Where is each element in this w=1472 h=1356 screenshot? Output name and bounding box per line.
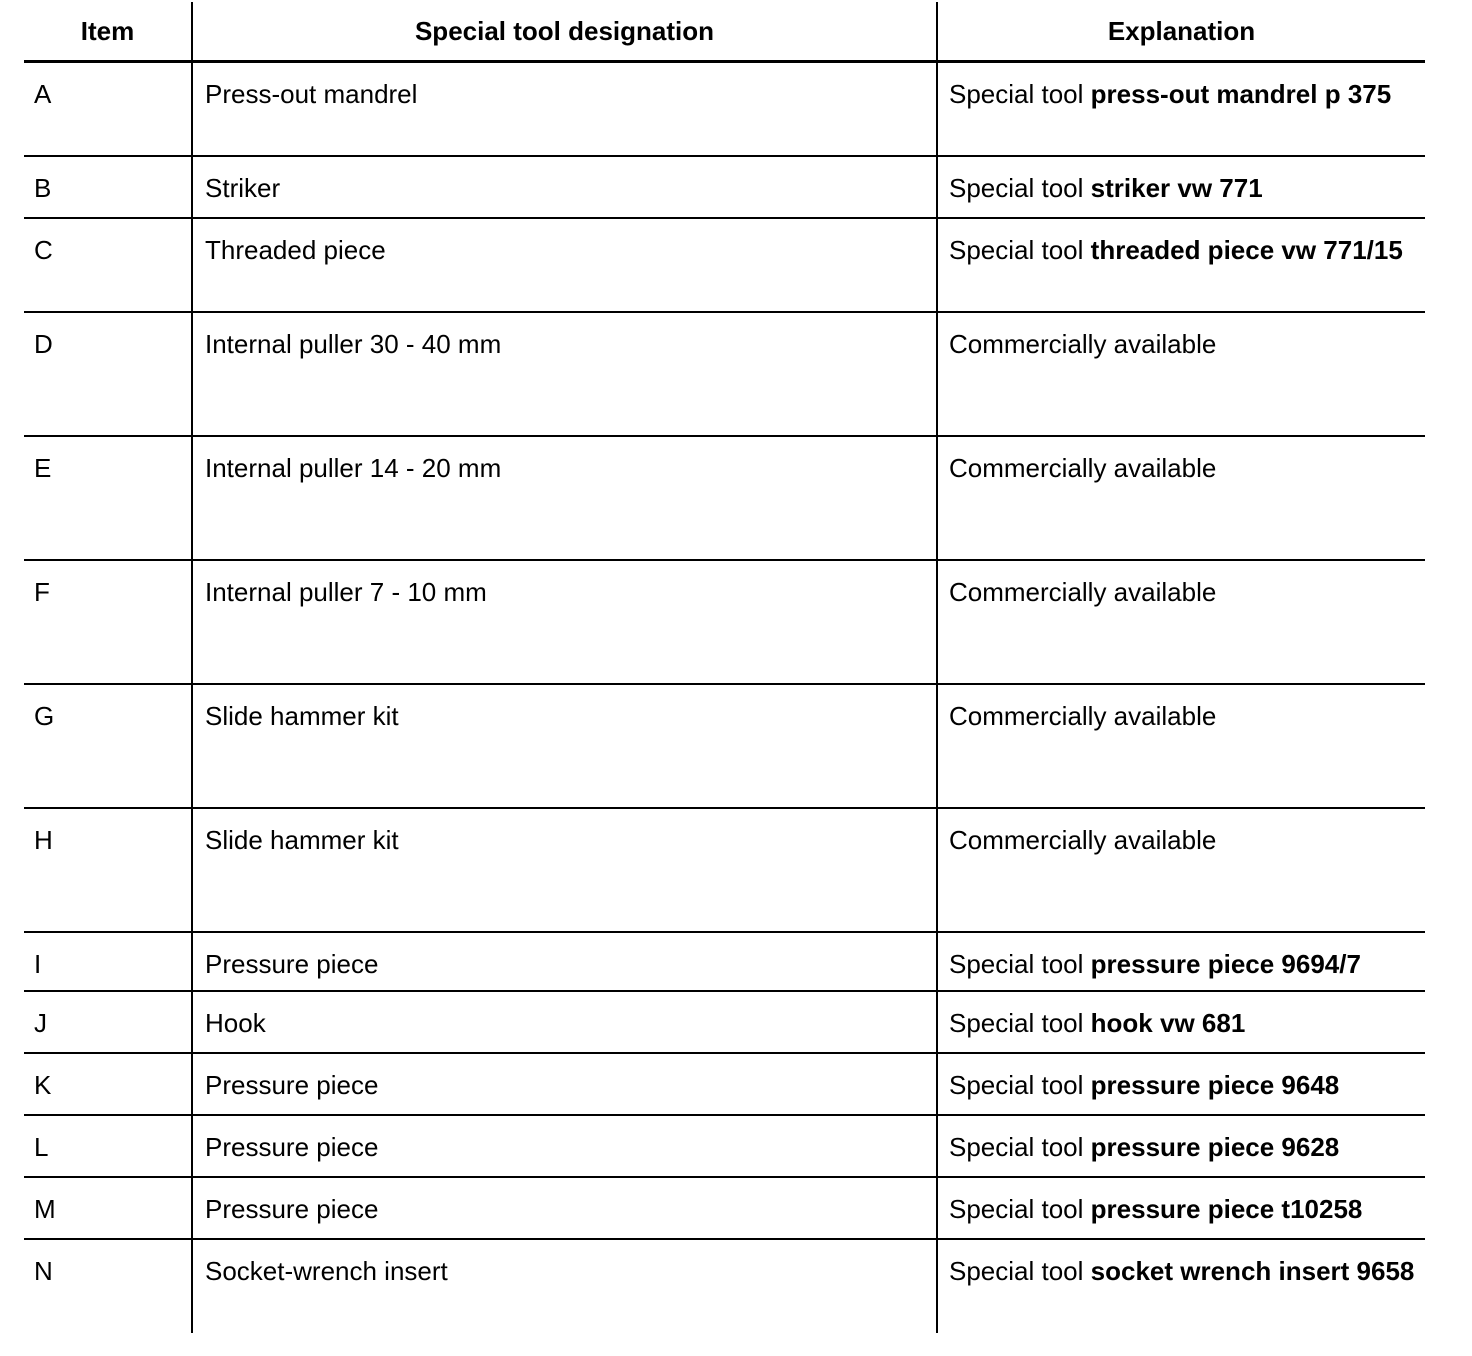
designation-cell: Slide hammer kit bbox=[192, 684, 937, 808]
designation-cell: Threaded piece bbox=[192, 218, 937, 312]
tool-number: pressure piece 9694/7 bbox=[1090, 948, 1361, 979]
table-row bbox=[24, 991, 1425, 1053]
header-explanation: Explanation bbox=[937, 2, 1425, 62]
designation-cell: Pressure piece bbox=[192, 932, 937, 991]
table-row bbox=[24, 1115, 1425, 1177]
tool-number: striker vw 771 bbox=[1090, 172, 1263, 203]
header-item: Item bbox=[24, 2, 192, 62]
item-cell: N bbox=[34, 1255, 53, 1286]
tool-number: threaded piece vw 771/15 bbox=[1090, 234, 1403, 265]
tool-number: socket wrench insert 9658 bbox=[1090, 1255, 1415, 1286]
table-row bbox=[24, 1177, 1425, 1239]
explanation-cell bbox=[937, 62, 1425, 156]
item-cell: G bbox=[24, 684, 192, 808]
table-row bbox=[24, 560, 1425, 684]
designation-cell: Press-out mandrel bbox=[192, 62, 937, 156]
explanation-prefix: Special tool bbox=[949, 172, 1091, 203]
explanation-prefix: Commercially available bbox=[949, 700, 1217, 731]
explanation-prefix: Special tool bbox=[949, 1007, 1091, 1038]
explanation-prefix: Special tool bbox=[949, 1255, 1091, 1286]
table-row bbox=[24, 932, 1425, 991]
explanation-cell bbox=[937, 156, 1425, 218]
explanation-cell bbox=[937, 560, 1425, 684]
explanation-cell bbox=[937, 1053, 1425, 1115]
designation-cell: Socket-wrench insert bbox=[192, 1239, 937, 1333]
item-cell: E bbox=[24, 436, 192, 560]
designation-cell: Striker bbox=[192, 156, 937, 218]
explanation-prefix: Special tool bbox=[949, 234, 1091, 265]
explanation-prefix: Special tool bbox=[949, 1193, 1091, 1224]
table-row bbox=[24, 808, 1425, 932]
explanation-prefix: Special tool bbox=[949, 1131, 1091, 1162]
explanation-cell bbox=[937, 684, 1425, 808]
designation-cell: Internal puller 7 - 10 mm bbox=[192, 560, 937, 684]
explanation-cell bbox=[937, 808, 1425, 932]
designation-cell: Hook bbox=[192, 991, 937, 1053]
explanation-cell bbox=[937, 312, 1425, 436]
header-designation: Special tool designation bbox=[192, 2, 937, 62]
designation-cell: Pressure piece bbox=[192, 1053, 937, 1115]
tool-number: hook vw 681 bbox=[1090, 1007, 1246, 1038]
designation-cell: Internal puller 14 - 20 mm bbox=[192, 436, 937, 560]
item-cell: D bbox=[24, 312, 192, 436]
designation-cell: Slide hammer kit bbox=[192, 808, 937, 932]
item-cell: J bbox=[24, 991, 192, 1053]
tool-number: pressure piece 9628 bbox=[1090, 1131, 1340, 1162]
item-cell: H bbox=[24, 808, 192, 932]
item-cell: B bbox=[24, 156, 192, 218]
explanation-prefix: Commercially available bbox=[949, 328, 1217, 359]
item-cell: C bbox=[24, 218, 192, 312]
item-cell: K bbox=[24, 1053, 192, 1115]
explanation-cell bbox=[937, 436, 1425, 560]
tool-number: pressure piece t10258 bbox=[1090, 1193, 1363, 1224]
designation-cell: Pressure piece bbox=[192, 1115, 937, 1177]
tool-number: press-out mandrel p 375 bbox=[1090, 79, 1392, 109]
explanation-cell bbox=[937, 932, 1425, 991]
item-cell: L bbox=[24, 1115, 192, 1177]
explanation-cell bbox=[937, 218, 1425, 312]
table-row bbox=[24, 1239, 1425, 1333]
item-cell: M bbox=[24, 1177, 192, 1239]
item-cell: A bbox=[24, 62, 192, 156]
table-row bbox=[24, 62, 1425, 156]
table-row bbox=[24, 312, 1425, 436]
table-row bbox=[24, 1053, 1425, 1115]
table-row bbox=[24, 156, 1425, 218]
explanation-prefix: Commercially available bbox=[949, 576, 1217, 607]
tool-number: pressure piece 9648 bbox=[1090, 1069, 1340, 1100]
explanation-prefix: Special tool bbox=[949, 948, 1091, 979]
explanation-prefix: Commercially available bbox=[949, 452, 1217, 483]
item-cell: I bbox=[24, 932, 192, 991]
explanation-cell bbox=[937, 1239, 1425, 1333]
explanation-cell bbox=[937, 1115, 1425, 1177]
special-tools-table bbox=[24, 2, 1425, 1333]
table-row bbox=[24, 218, 1425, 312]
explanation-cell bbox=[937, 991, 1425, 1053]
explanation-prefix: Commercially available bbox=[949, 824, 1217, 855]
header-row bbox=[24, 2, 1425, 62]
item-cell: F bbox=[24, 560, 192, 684]
designation-cell: Pressure piece bbox=[192, 1177, 937, 1239]
designation-cell: Internal puller 30 - 40 mm bbox=[192, 312, 937, 436]
explanation-prefix: Special tool bbox=[949, 79, 1091, 109]
table-row bbox=[24, 436, 1425, 560]
table-row bbox=[24, 684, 1425, 808]
explanation-cell bbox=[937, 1177, 1425, 1239]
explanation-prefix: Special tool bbox=[949, 1069, 1091, 1100]
